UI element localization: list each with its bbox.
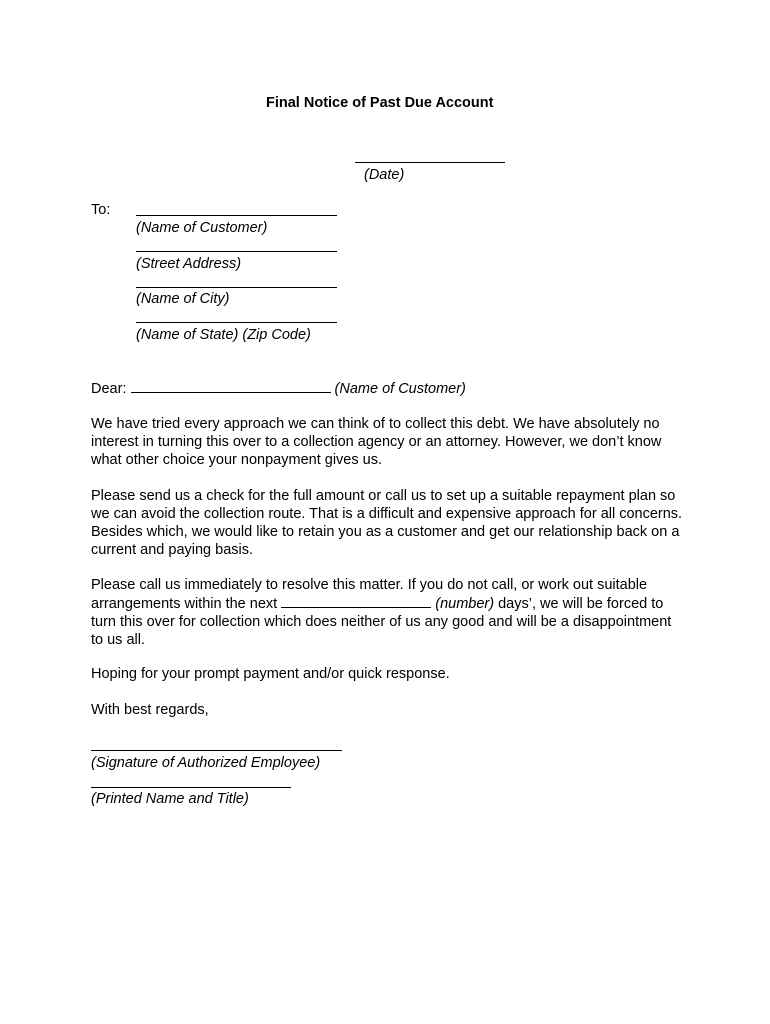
number-blank-line [281, 594, 431, 608]
salutation-blank-line [131, 379, 331, 393]
paragraph-2-text: Please send us a check for the full amount or call us to set up a suitable repayment plan so we can avoid the collection route. That is a difficult and expensive approach for all concerns. Besides which, we would like to retain you as a customer and get our relationship back on a current and paying basis. [91, 488, 683, 558]
state-zip-blank-line [136, 322, 337, 323]
salutation-name-label: (Name of Customer) [334, 381, 466, 397]
customer-name-blank-line [136, 215, 337, 216]
paragraph-2 [91, 487, 691, 559]
street-address-blank-line [136, 251, 337, 252]
customer-name-label: (Name of Customer) [136, 220, 268, 236]
signature-blank-line [91, 750, 342, 751]
printed-name-blank-line [91, 787, 291, 788]
sign-off: With best regards, [91, 702, 209, 718]
paragraph-1-text: We have tried every approach we can think of to collect this debt. We have absolutely no interest in turning this over to a collection agency or an attorney. However, we don’t know what other choice your nonpayment gives us. [91, 416, 662, 468]
state-zip-label: (Name of State) (Zip Code) [136, 327, 311, 343]
signature-label: (Signature of Authorized Employee) [91, 755, 321, 771]
date-label: (Date) [364, 167, 405, 183]
to-label: To: [91, 202, 111, 218]
paragraph-3-after: days’, we will be forced to turn this over for collection which does neither of us any good and will be a disappointment to us all. [91, 596, 672, 648]
number-placeholder: (number) [435, 596, 495, 612]
street-address-label: (Street Address) [136, 256, 242, 272]
city-blank-line [136, 287, 337, 288]
paragraph-1 [91, 415, 691, 469]
salutation-text: Dear: [91, 381, 127, 397]
date-blank-line [355, 162, 505, 163]
paragraph-3 [91, 576, 676, 649]
city-label: (Name of City) [136, 291, 230, 307]
document-title: Final Notice of Past Due Account [266, 95, 494, 111]
paragraph-3-before: Please call us immediately to resolve this matter. If you do not call, or work out suitable arrangements within the next [91, 577, 648, 612]
printed-name-label: (Printed Name and Title) [91, 791, 249, 807]
closing-line: Hoping for your prompt payment and/or quick response. [91, 666, 450, 682]
salutation-line [91, 379, 466, 398]
